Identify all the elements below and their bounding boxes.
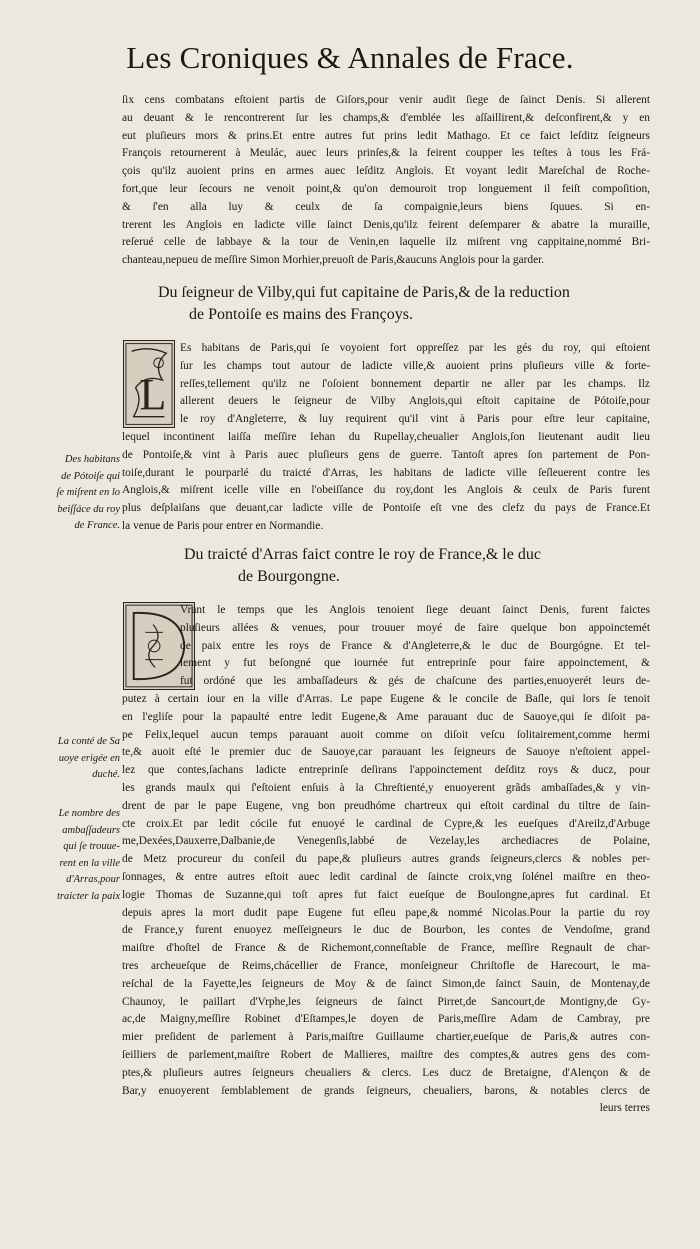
margin-note-line: La conté de Sa bbox=[57, 736, 120, 747]
section2-line: la venue de Paris pour entrer en Normandie. bbox=[122, 519, 324, 532]
svg-text:L: L bbox=[139, 370, 167, 419]
section3-text bbox=[122, 602, 650, 1118]
margin-note-line: rent en la ville bbox=[59, 857, 120, 869]
section3-line: ac,de Maigny,meſſire Robinet d'Eſtampes,le doyen de Paris,meſſire Adam de Cambray, pre bbox=[122, 1013, 650, 1026]
section1-line: & ſ'en alla luy & ceulx de ſa compaignie,leurs biens ſquues. Si en- bbox=[122, 200, 650, 213]
section2-line: toiſe,durant le pourparlé du traicté d'Arras, les habitans de ladicte ville ſeſleuerent contre les bbox=[122, 466, 650, 479]
section1-line: François retournerent à Meulác, auec leurs prinſes,& la feirent coupper les teſtes à tous les Frá- bbox=[122, 147, 650, 160]
section1-line: ſix cens combatans eſtoient partis de Giſors,pour venir audit ſiege de ſainct Denis. Si allerent bbox=[122, 94, 650, 106]
section3-line: putez à certain iour en la ville d'Arras. Le pape Eugene & le concile de Baſle, qui lors ſe tenoit bbox=[122, 692, 650, 705]
section3-line: Bar,y enuoyerent ſemblablement de grands ſeigneurs, cheualiers, barons, & notables clercs de bbox=[122, 1084, 650, 1097]
section3-line: ptes,& pluſieurs autres ſeigneurs cheualiers & clercs. Les ducz de Bretaigne, d'Alençon & de bbox=[122, 1066, 650, 1079]
section3-indented-line: de paix entre les roys de France & d'Angleterre,& le duc de Bourgógne. Et tel- bbox=[180, 639, 650, 652]
section3-line: ſeilliers de parlement,maiſtre Robert de Mallieres, maiſtre des comptes,& autres gens des com- bbox=[122, 1048, 650, 1061]
section2-line: plus deſplaiſans que deuant,car ladicte ville de Pontoiſe eſt vne des clefz du pays de France.Et bbox=[122, 502, 650, 515]
margin-note-3 bbox=[44, 806, 120, 905]
section3-line: de Metz procureur du conſeil du pape,& pluſieurs autres grands ſeigneurs,clercs & nobles per- bbox=[122, 853, 650, 866]
section3-line: logie Thomas de Suzanne,qui toſt apres fut faict eueſque de Boulongne,apres fut cardinal. Et bbox=[122, 888, 650, 901]
section2-indented-line: reſſes,tellement qu'ilz ne ſ'oſoient bonnement departir ne aller par les champs. Ilz bbox=[180, 377, 650, 390]
margin-note-1 bbox=[44, 452, 120, 535]
section3-line: te,& auoit eſté le premier duc de Sauoye,car parauant les ſeigneurs de Sauoye n'eſtoient appel- bbox=[122, 746, 650, 759]
section2-line: lequel incontinent laiſſa meſſire Iehan du Rupellay,cheualier Anglois,ſon lieutenant audit lieu bbox=[122, 430, 650, 443]
section3-line: cte croix.Et par ledit cócile fut enuoyé le cardinal de Cypre,& les eueſques d'Areilz,d'Arbuge bbox=[122, 817, 650, 830]
margin-note-line: duché. bbox=[92, 769, 120, 780]
heading1-line2: de Pontoiſe es mains des Françoys. bbox=[189, 306, 413, 323]
section1-line: çois qu'ilz auoient prins en armes auec leſditz Anglois. Et voyant ledit Mareſchal de Roche- bbox=[122, 165, 650, 178]
section1-line: reſerué celle de labbaye & la tour de Venin,en laquelle ilz miſrent vng cappitaine,nommé Bri- bbox=[122, 236, 650, 249]
section1-line: chanteau,nepueu de meſſire Simon Morhier,preuoſt de Paris,&aucuns Anglois pour la garder. bbox=[122, 254, 545, 267]
margin-note-line: qui ſe trouue- bbox=[63, 841, 120, 852]
section3-line: pe Felix,lequel aucun temps parauant auoit comme on diſoit veſcu ſolitairement,comme hermi bbox=[122, 728, 650, 741]
section3-line: drent de par le pape Eugene, vng bon preudhóme chartreux qui eſtoit cardinal du tiltre de ſain- bbox=[122, 799, 650, 812]
section1-line: fort,que leur ſecours ne venoit point,& qu'on demouroit trop longuement il feiſt compoſition, bbox=[122, 182, 650, 195]
section3-line: lez que contes,ſachans ladicte entreprinſe deſirans l'appoinctement deſditz roys & ducz, pour bbox=[122, 764, 650, 777]
section3-line: ſonnages, & entre autres eſtoit auec ledit cardinal de ſaincte croix,vng ſolénel maiſtre en theo- bbox=[122, 870, 650, 883]
section3-indented-line: pluſieurs allées & venues, pour trouuer moyé de faire quelque bon appoinctemét bbox=[180, 621, 650, 634]
catchword: leurs terres bbox=[599, 1102, 650, 1115]
heading1-line1: Du ſeigneur de Vilby,qui fut capitaine de Paris,& de la reduction bbox=[158, 284, 570, 301]
section1-text bbox=[122, 92, 650, 270]
section3-line: maiſtre d'hoſtel de France & de Richemont,conneſtable de France, meſſire Regnault de char- bbox=[122, 942, 650, 955]
margin-note-line: ambaſſadeurs bbox=[62, 824, 120, 836]
section1-line: trerent les Anglois en ladicte ville ſainct Denis,qu'ilz feirent deſemparer & abatre la muraille, bbox=[122, 218, 650, 231]
section3-line: en l'egliſe pour la papaulté entre ledit Eugene,& Ame parauant duc de Sauoye,qui ſe diſoit pa- bbox=[122, 710, 650, 723]
section3-indented-line: fut ordóné que les ambaſſadeurs & gés de chaſcune des parties,enuoyerét leurs de- bbox=[180, 675, 650, 688]
section2-indented-line: le roy d'Angleterre, & luy requirent qu'il vint à Paris pour eſtre leur capitaine, bbox=[180, 413, 650, 426]
section1-line: au deuant & le rencontrerent ſur les champs,& d'emblée les aſſaillirent,& deſconfirent,& y en bbox=[122, 111, 650, 124]
margin-note-line: uoye erigée en bbox=[58, 752, 120, 764]
heading2-line2: de Bourgongne. bbox=[238, 568, 340, 585]
section3-line: reſchal de la Fayette,les ſeigneurs de Moy & de ſainct Simon,de ſainct Sauin, de Montenay,de bbox=[122, 977, 650, 990]
section3-indented-line: Vrant le temps que les Anglois tenoient ſiege deuant ſainct Denis, furent faictes bbox=[180, 604, 650, 616]
section1-line: eut pluſieurs mors & prins.Et entre autres fut prins ledit Mathago. Et ce faict leſditz ſeigneurs bbox=[122, 129, 650, 142]
margin-note-line: de France. bbox=[74, 520, 120, 531]
margin-note-line: beiſſáce du roy bbox=[57, 503, 120, 515]
margin-note-line: Des habitans bbox=[64, 454, 120, 465]
margin-note-line: traicter la paix bbox=[57, 890, 120, 902]
margin-note-line: Le nombre des bbox=[58, 808, 120, 819]
section2-line: Anglois,& miſrent icelle ville en l'obeiſſance du roy,dont les Anglois & ceulx de Paris furent bbox=[122, 484, 650, 497]
section3-line: Chaunoy, le paillart d'Vrphe,les ſeigneurs de ſainct Pirret,de Sancourt,de Montigny,de Gy- bbox=[122, 995, 650, 1008]
margin-note-line: d'Arras,pour bbox=[66, 874, 120, 885]
margin-note-line: ſe miſrent en lo bbox=[56, 487, 120, 498]
section3-line: me,Dexées,Dauxerre,Dalbanie,de Venegenſis,labbé de Vezelay,les archediacres de Polaine, bbox=[122, 835, 650, 848]
section2-indented-line: allerent deuers le ſeigneur de Vilby Anglois,qui eſtoit capitaine de Pótoiſe,pour bbox=[180, 395, 650, 408]
section2-line: de Pontoiſe,& vint à Paris auec pluſieurs gens de guerre. Tantoſt apres ſon partement de Pon- bbox=[122, 448, 650, 461]
heading2-line1: Du traicté d'Arras faict contre le roy de France,& le duc bbox=[184, 546, 541, 563]
running-head: Les Croniques & Annales de Frace. bbox=[126, 40, 574, 75]
margin-note-line: de Pótoiſe qui bbox=[61, 470, 120, 482]
section2-text bbox=[122, 340, 650, 536]
section2-indented-line: ſur les champs tout autour de ladicte ville,& auoient prins pluſieurs ville & forte- bbox=[180, 359, 650, 372]
section3-line: mier preſident de parlement à Paris,maiſtre Guillaume chartier,eueſque de Paris,& autres con- bbox=[122, 1031, 650, 1044]
section3-line: depuis apres la mort dudit pape Eugene fut eſleu pape,& nommé Nicolas.Pour la partie du roy bbox=[122, 906, 650, 919]
section3-indented-line: lement y fut beſongné que iournée fut entreprinſe pour faire appoinctement, & bbox=[180, 657, 650, 670]
section3-line: les grands maulx qui ſ'eſtoient enſuis à la Chreſtienté,y enuoyerent grãds ambaſſades,& y vin- bbox=[122, 781, 650, 794]
section3-line: de France,y furent enuoyez meſſeigneurs le duc de Bourbon, les contes de Vendoſme, grand bbox=[122, 924, 650, 937]
margin-note-2 bbox=[44, 734, 120, 784]
section2-indented-line: Es habitans de Paris,qui ſe voyoient fort oppreſſez par les gés du roy, qui eſtoient bbox=[180, 342, 650, 354]
section3-line: tres archeueſque de Reims,chácellier de France, monſeigneur Chriſtofle de Harecourt, le ma- bbox=[122, 959, 650, 972]
